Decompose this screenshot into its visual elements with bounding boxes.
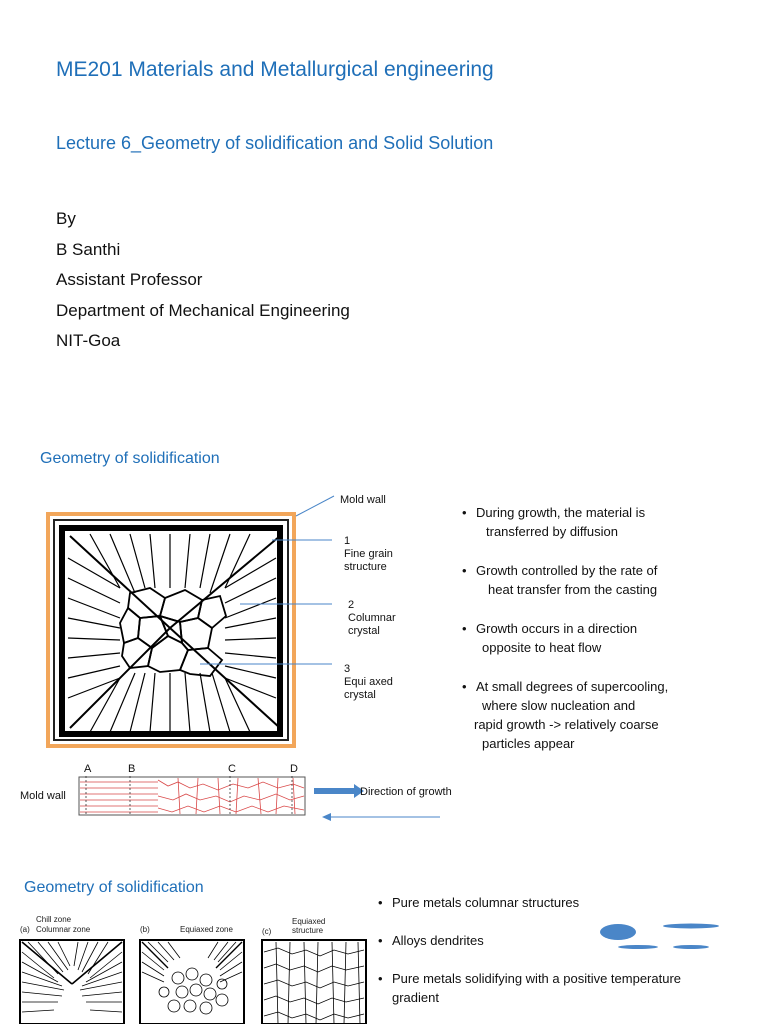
columnar-zone-label: Columnar zone [36, 925, 91, 934]
lecture-subtitle: Lecture 6_Geometry of solidification and Solid Solution [56, 133, 494, 153]
bullet-line: Growth controlled by the rate of [476, 563, 658, 578]
label-text: Columnar [348, 612, 396, 624]
bullet-line: Growth occurs in a direction [476, 621, 638, 636]
list-item [378, 969, 732, 1007]
label-columnar [348, 599, 396, 638]
author-line: Assistant Professor [56, 270, 203, 289]
list-item [462, 619, 756, 657]
bullet-line: gradient [392, 990, 439, 1005]
equiaxed-structure-label: Equiaxed [292, 917, 326, 926]
label-number: 3 [344, 663, 351, 675]
label-text: crystal [344, 689, 376, 701]
panel-label: (b) [140, 925, 150, 934]
bullet-dot: • [462, 505, 467, 520]
section-heading: Geometry of solidification [24, 879, 204, 896]
strip-mark-b: B [128, 763, 136, 775]
label-text: Fine grain [344, 548, 393, 560]
panel-b [140, 940, 244, 1024]
author-line: Department of Mechanical Engineering [56, 300, 350, 320]
label-text: Equi axed [344, 676, 393, 688]
bullet-line: Pure metals columnar structures [392, 895, 580, 910]
label-text: crystal [348, 625, 380, 637]
growth-strip [78, 776, 308, 818]
bullet-line: heat transfer from the casting [488, 582, 658, 597]
bullet-dot: • [462, 621, 467, 636]
bullet-dot: • [462, 679, 467, 694]
list-item [462, 503, 756, 541]
bullet-dot: • [378, 933, 383, 948]
author-line: By [56, 209, 76, 228]
arrow-shaft [314, 788, 354, 794]
label-text: structure [344, 561, 387, 573]
author-line: B Santhi [56, 239, 121, 259]
panel-a [20, 940, 124, 1024]
label-number: 1 [344, 535, 351, 547]
equiaxed-structure-label: structure [292, 926, 324, 935]
particle-ellipse [663, 924, 719, 929]
label-fine-grain [344, 535, 393, 574]
bullet-line: particles appear [482, 736, 575, 751]
panel-label: (c) [262, 927, 272, 936]
equiaxed-zone-label: Equiaxed zone [180, 925, 233, 934]
bullet-dot: • [378, 895, 383, 910]
slide-title: ME201 Materials and Metallurgical engineering [56, 58, 494, 81]
bullet-line: During growth, the material is [476, 505, 646, 520]
particle-shapes [598, 920, 724, 954]
heat-flow-arrow [322, 810, 442, 824]
bullet-line: opposite to heat flow [482, 640, 602, 655]
bullet-line: Pure metals solidifying with a positive temperature [392, 971, 682, 986]
bullet-line: where slow nucleation and [482, 698, 636, 713]
label-mold-wall: Mold wall [340, 494, 386, 506]
leader-line [296, 496, 334, 516]
bullet-line: transferred by diffusion [486, 524, 618, 539]
direction-of-growth-label: Direction of growth [360, 786, 452, 798]
chill-zone-label: Chill zone [36, 915, 72, 924]
list-item [378, 893, 732, 912]
bullet-dot: • [378, 971, 383, 986]
bullet-line: rapid growth -> relatively coarse [474, 717, 659, 732]
panel-label: (a) [20, 925, 30, 934]
author-block [56, 204, 350, 357]
strip-mold-wall-label: Mold wall [20, 790, 66, 802]
particle-ellipse [673, 945, 709, 949]
author-line: NIT-Goa [56, 331, 121, 350]
bullet-line: Alloys dendrites [392, 933, 484, 948]
panel-c [262, 940, 366, 1024]
strip-mark-a: A [84, 763, 92, 775]
bullet-line: At small degrees of supercooling, [476, 679, 669, 694]
solidification-panels [18, 938, 368, 1024]
label-equiaxed [344, 663, 393, 702]
arrow-head [322, 813, 331, 821]
list-item [462, 561, 756, 599]
particle-ellipse [618, 945, 658, 949]
solidification-figure [40, 488, 340, 758]
bullet-dot: • [462, 563, 467, 578]
strip-mark-c: C [228, 763, 236, 775]
section-heading: Geometry of solidification [40, 450, 220, 467]
label-number: 2 [348, 599, 355, 611]
particle-ellipse [600, 924, 636, 940]
strip-mark-d: D [290, 763, 298, 775]
growth-arrow [314, 784, 364, 798]
list-item [462, 677, 756, 753]
